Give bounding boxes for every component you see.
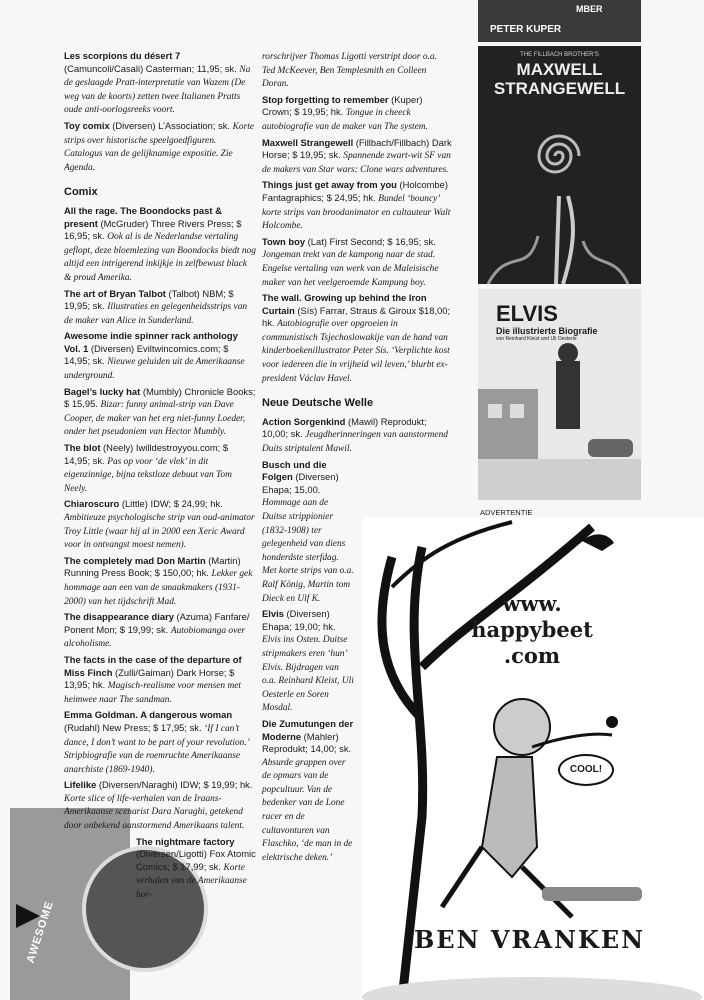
entry-description: Elvis ins Osten. Duitse stripmakers eren ‘hun’ Elvis. Bijdragen van o.a. Reinhard Kleist, Uli Oesterle en Soren Mosdal. (262, 635, 354, 714)
entry-info: (Martin) Running Press Book; $ 150,00; hk. (64, 554, 241, 579)
review-entry (136, 836, 256, 902)
review-entry (64, 555, 256, 608)
column-left (64, 50, 256, 905)
entry-description: Korte verhalen van de Amerikaanse hor- (136, 862, 247, 901)
review-entry (262, 179, 452, 232)
entry-description: Jeugdherinneringen van aanstormend Duits striptalent Mawil. (262, 430, 448, 455)
entry-info: (Diversen/Naraghi) IDW; $ 19,99; hk. (96, 779, 253, 791)
entry-title: Maxwell Strangewell (262, 136, 354, 148)
review-entry (64, 779, 256, 832)
review-entry (262, 718, 354, 865)
elvis-illustration (478, 289, 641, 500)
review-entry (64, 205, 256, 285)
entry-title: Les scorpions du désert 7 (64, 50, 181, 61)
entry-description: Absurde grappen over de opmars van de popcultuur. Van de bedenker van de Lone racer en de cultavonturen van Flaschko, ‘de man in de elektrische deken.’ (262, 757, 353, 863)
entry-info: (Mumbly) Chronicle Books; $ 15,95. (64, 385, 256, 410)
entry-title: The blot (64, 442, 101, 454)
entry-title: Chiaroscuro (64, 498, 120, 510)
entry-info: (Diversen) L’Association; sk. (109, 119, 233, 131)
entry-info: (Fillbach/Fillbach) Dark Horse; $ 19,95; sk. (262, 136, 452, 161)
entry-info: (Mawil) Reprodukt; 10,00; sk. (262, 415, 427, 440)
ember-cover-text: MBER (576, 4, 603, 14)
entry-description: Korte slice of life-verhalen van de Iraans-Amerikaanse scenarist Dara Naraghi, getekend door onbekend aanstormend Amerikaans talent. (64, 793, 245, 832)
entry-info: (Holcombe) Fantagraphics; $ 24,95; hk. (262, 179, 448, 203)
section-heading: Comix (64, 186, 98, 199)
entry-title: The art of Bryan Talbot (64, 287, 166, 299)
elvis-authors: von Reinhard Kleist und Uli Oesterle (496, 336, 577, 342)
elvis-title: ELVIS (496, 301, 558, 326)
entry-title: Busch und die Folgen (262, 458, 327, 483)
peter-kuper-cover (478, 0, 641, 42)
entry-description: Hommage aan de Duitse strippionier (1832-1908) ter gelegenheid van diens honderdste sterfdag. Met korte strips van o.a. Ralf König, Martin tom Dieck en Ulf K. (262, 498, 354, 604)
entry-description: Bizar: funny animal-strip van Dave Cooper, de maker van het erg niet-funny Loeder, onder het pseudoniem van Hector Mumbly. (64, 400, 246, 438)
review-entry (64, 442, 256, 495)
column-middle (262, 50, 452, 867)
advertisement-label: ADVERTENTIE (480, 508, 533, 517)
entry-title: Action Sorgenkind (262, 415, 346, 427)
entry-title: The nightmare factory (136, 835, 235, 847)
ad-url[interactable]: www. happybeet .com (471, 591, 593, 668)
entry-title: Toy comix (64, 119, 110, 131)
entry-description: Pas op voor ‘de vlek’ in dit eigenzinnige, bijna tekstloze debuut van Tom Neely. (64, 456, 232, 494)
entry-info: (Talbot) NBM; $ 19,95; sk. (64, 287, 234, 312)
entry-title: All the rage. The Boondocks past & present (64, 204, 222, 229)
entry-description: Tongue in cheeck autobiografie van de maker van The system. (262, 108, 428, 132)
entry-info: (Mahler) Reprodukt; 14,00; sk. (262, 730, 352, 755)
entry-description: Autobiomanga over alcoholisme. (64, 625, 246, 650)
cool-speech-balloon: COOL! (558, 754, 614, 786)
entry-description: Ambitieuze psychologische strip van oud-animator Troy Little (waar hij al in 2000 een Xeric Award voor in ontvangst moest nemen). (64, 513, 255, 551)
review-entry (262, 137, 452, 177)
entry-info: (Zulli/Gaiman) Dark Horse; $ 13,95; hk. (64, 666, 235, 691)
entry-title: The disappearance diary (64, 611, 174, 623)
review-entry (64, 498, 256, 551)
entry-title: Town boy (262, 235, 306, 247)
elvis-subtitle: Die illustrierte Biografie (496, 326, 598, 336)
entry-description: rorschrijver Thomas Ligotti verstript door o.a. Ted McKeever, Ben Templesmith en Colleen Doran. (262, 52, 437, 90)
awesome-label: AWESOME (24, 899, 56, 965)
entry-description: Spannende zwart-wit SF van de makers van Star wars: Clone wars adventures. (262, 151, 451, 175)
entry-info: (McGruder) Three Rivers Press; $ 16,95; sk. (64, 217, 242, 242)
entry-title: Lifelike (64, 779, 97, 791)
review-entry (262, 50, 452, 91)
review-entry (64, 709, 256, 776)
entry-description: Nieuwe geluiden uit de Amerikaanse underground. (64, 357, 245, 382)
entry-description: Lekker gek hommage aan een van de smaakmakers (1931-2000) van het tijdschrift Mad. (64, 569, 253, 607)
entry-title: The completely mad Don Martin (64, 554, 206, 566)
review-entry (64, 386, 256, 439)
entry-info: (Camuncoli/Casali) Casterman; 11,95; sk. (64, 62, 240, 74)
entry-info: (Diversen) Ehapa; 15,00. (262, 471, 339, 495)
review-entry (64, 50, 256, 117)
entry-info: (Sís) Farrar, Straus & Giroux $18,00; hk. (262, 304, 451, 329)
section-heading: Neue Deutsche Welle (262, 397, 374, 410)
entry-info: (Kuper) Crown; $ 19,95; hk. (262, 93, 423, 118)
review-entry (64, 330, 256, 382)
entry-title: Stop forgetting to remember (262, 93, 389, 105)
entry-info: (Rudahl) New Press; $ 17,95; sk. (64, 721, 205, 733)
entry-info: (Diversen) Ehapa; 19,00; hk. (262, 608, 336, 632)
entry-description: Jongeman trekt van de kampong naar de stad. Engelse vertaling van werk van de Maleisische maker van het veelgeroemde Kampung boy. (262, 250, 439, 288)
entry-info: (Little) IDW; $ 24,99; hk. (119, 498, 223, 510)
entry-title: Emma Goldman. A dangerous woman (64, 709, 233, 721)
entry-title: Die Zumutungen der Moderne (262, 717, 354, 742)
entry-description: ‘If I can’t dance, I don’t want to be part of your revolution.’ Stripbiografie van de roemruchte Amerikaanse anarchiste (1869-1940). (64, 723, 249, 775)
entry-info: (Diversen/Ligotti) Fox Atomic Comics; $ 17,99; sk. (136, 848, 256, 872)
entry-title: The facts in the case of the departure of Miss Finch (64, 653, 242, 678)
review-entry (262, 94, 452, 134)
entry-title: Things just get away from you (262, 179, 397, 191)
review-entry (262, 416, 452, 456)
entry-title: Awesome indie spinner rack anthology Vol. 1 (64, 330, 238, 354)
entry-title: Elvis (262, 608, 284, 620)
spiral-plant-illustration (478, 46, 641, 284)
entry-description: Ook al is de Nederlandse vertaling geflopt, deze bloemlezing van Boondocks biedt nog altijd een intrigerend inkijkje in zelfbewust black & proud Amerika. (64, 232, 256, 283)
entry-description: Bundel ‘bouncy’ korte strips van broodanimator en cultauteur Walt Holcombe. (262, 193, 451, 232)
review-entry (262, 236, 452, 289)
cover-title: MAXWELL STRANGEWELL (493, 60, 626, 98)
maxwell-strangewell-cover (478, 46, 641, 284)
entry-info: (Diversen) Eviltwincomics.com; $ 14,95; sk. (64, 342, 229, 367)
elvis-cover (478, 289, 641, 500)
review-entry (262, 292, 452, 385)
review-entry (64, 654, 256, 706)
review-entry (262, 608, 354, 715)
entry-description: Korte strips over historische speelgoedfiguren. Catalogus van de gelijknamige expositie. Zie Agenda. (64, 121, 254, 173)
entry-info: (Neely) Iwilldestroyyou.com; $ 14,95; sk. (64, 442, 229, 466)
review-entry (64, 288, 256, 328)
review-entry (64, 120, 256, 174)
cover-publisher: THE FILLBACH BROTHER’S (520, 52, 599, 58)
entry-description: Magisch-realisme voor mensen met heimwee naar The sandman. (64, 681, 241, 705)
entry-description: Illustraties en gelegenheidsstrips van de maker van Alice in Sunderland. (64, 302, 248, 326)
review-entry (64, 611, 256, 651)
entry-description: Autobiografie over opgroeien in communistisch Tsjechoslowakije van de hand van kinderboekenillustrator Peter Sís. ‘Verplichte kost voor iedereen die in vrijheid wil leven,’ blurbt ex-president Václav Havel. (262, 319, 450, 384)
review-entry (262, 459, 354, 606)
peter-kuper-label: PETER KUPER (490, 24, 562, 35)
entry-title: Bagel’s lucky hat (64, 385, 141, 397)
entry-info: (Azuma) Fanfare/ Ponent Mon; $ 19,99; sk. (64, 611, 250, 635)
entry-description: Na de geslaagde Pratt-interpretatie van Wazem (De weg van de koorts) zetten twee Italianen Pratts oude anti-oorlogsreeks voort. (64, 64, 251, 116)
artist-signature: BEN VRANKEN (414, 925, 646, 954)
entry-title: The wall. Growing up behind the Iron Curtain (262, 292, 427, 316)
entry-info: (Lat) First Second; $ 16,95; sk. (305, 235, 436, 247)
